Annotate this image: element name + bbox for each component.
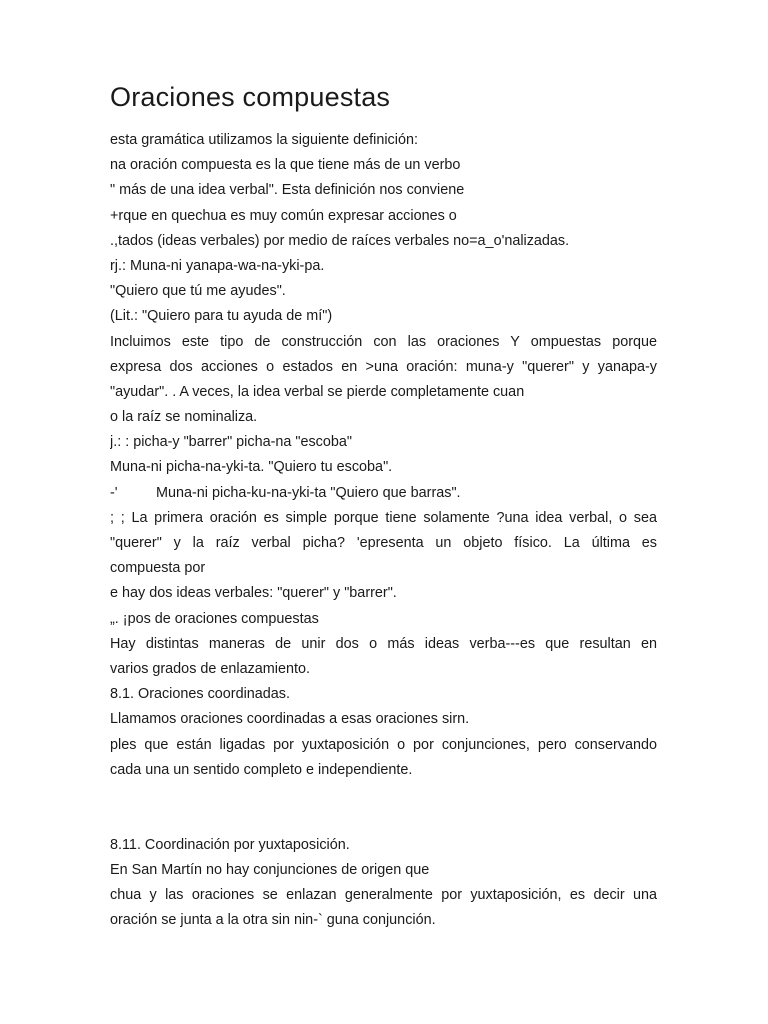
text-line: ; ; La primera oración es simple porque tiene solamente ?una idea verbal, o sea	[110, 509, 657, 526]
section-heading: „. ¡pos de oraciones compuestas	[110, 610, 319, 627]
paragraph-gap	[110, 783, 657, 833]
text-line-indented	[110, 481, 657, 506]
line-text: Muna-ni picha-ku-na-yki-ta "Quiero que barras".	[156, 484, 461, 501]
text-line: +rque en quechua es muy común expresar acciones o	[110, 207, 457, 224]
document-body	[110, 128, 657, 934]
text-line: compuesta por	[110, 560, 206, 577]
text-line: " más de una idea verbal". Esta definición nos conviene	[110, 182, 465, 199]
text-line: "querer" y la raíz verbal picha? 'epresenta un objeto físico. La última es	[110, 535, 657, 551]
text-line: "Quiero que tú me ayudes".	[110, 283, 286, 300]
text-line: varios grados de enlazamiento.	[110, 660, 310, 677]
page-title: Oraciones compuestas	[110, 82, 391, 112]
text-line: "ayudar". . A veces, la idea verbal se pierde completamente cuan	[110, 383, 525, 400]
text-line: Hay distintas maneras de unir dos o más ideas verba---es que resultan en	[110, 635, 657, 652]
text-line: na oración compuesta es la que tiene más de un verbo	[110, 157, 461, 174]
text-line: expresa dos acciones o estados en >una oración: muna-y "querer" y yanapa-y	[110, 358, 657, 375]
text-line: j.: : picha-y "barrer" picha-na "escoba"	[110, 434, 352, 451]
text-line: e hay dos ideas verbales: "querer" y "barrer".	[110, 585, 397, 602]
line-lead-mark: -'	[110, 484, 118, 501]
text-line: oración se junta a la otra sin nin-` guna conjunción.	[110, 912, 436, 929]
text-line: ples que están ligadas por yuxtaposición o por conjunciones, pero conservando	[110, 736, 657, 753]
text-line: rj.: Muna-ni yanapa-wa-na-yki-pa.	[110, 257, 325, 274]
text-line: Incluimos este tipo de construcción con las oraciones Y ompuestas porque	[110, 333, 657, 350]
text-line: o la raíz se nominaliza.	[110, 409, 258, 426]
text-line: Llamamos oraciones coordinadas a esas oraciones sirn.	[110, 711, 470, 728]
text-line: Muna-ni picha-na-yki-ta. "Quiero tu escoba".	[110, 459, 393, 476]
text-line: cada una un sentido completo e independiente.	[110, 761, 413, 778]
text-line: esta gramática utilizamos la siguiente definición:	[110, 132, 418, 148]
section-heading: 8.11. Coordinación por yuxtaposición.	[110, 836, 350, 853]
text-line: (Lit.: "Quiero para tu ayuda de mí")	[110, 308, 333, 325]
text-line: En San Martín no hay conjunciones de origen que	[110, 862, 430, 879]
section-heading: 8.1. Oraciones coordinadas.	[110, 686, 290, 703]
text-line: chua y las oraciones se enlazan generalmente por yuxtaposición, es decir una	[110, 887, 657, 904]
text-line: .,tados (ideas verbales) por medio de raíces verbales no=a_o'nalizadas.	[110, 232, 570, 249]
